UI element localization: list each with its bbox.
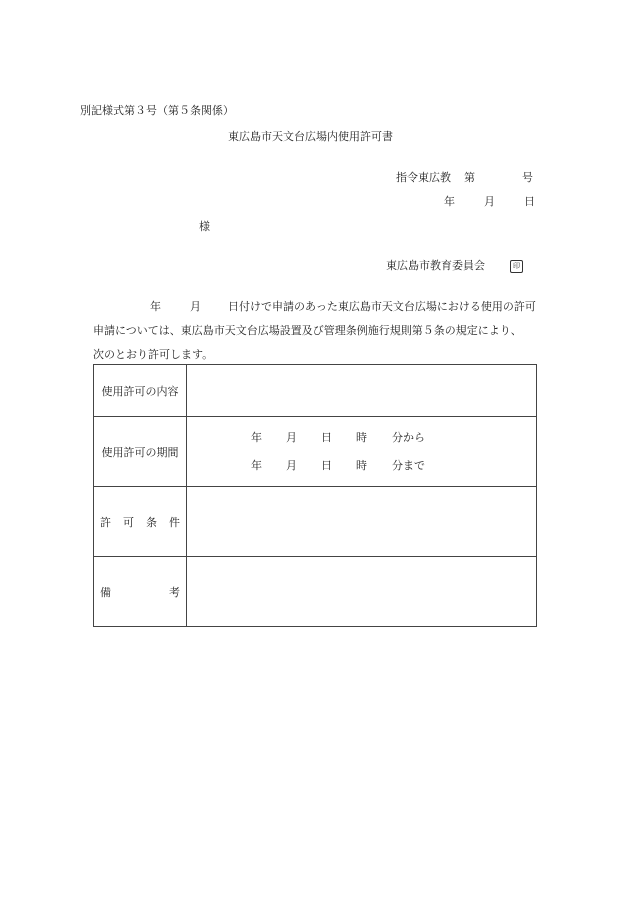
issue-date-year: 年 (444, 195, 455, 208)
doc-number-go: 号 (522, 171, 533, 184)
row-label-period: 使用許可の期間 (94, 417, 187, 487)
doc-number-prefix: 指令東広教 (396, 171, 451, 184)
period-to (251, 459, 536, 473)
period-from-day: 日 (321, 430, 332, 444)
period-to-year: 年 (251, 458, 262, 472)
form-header-label: 別記様式第３号（第５条関係） (80, 104, 234, 117)
table-row (94, 557, 537, 627)
body-line-1 (150, 300, 536, 314)
period-from-month: 月 (286, 430, 297, 444)
period-from-year: 年 (251, 430, 262, 444)
permit-table (93, 364, 537, 627)
period-from-hour: 時 (356, 430, 367, 444)
row-value-remarks (187, 557, 537, 627)
row-value-period (187, 417, 537, 487)
issue-date-month: 月 (484, 195, 495, 208)
body-year: 年 (150, 300, 161, 313)
issuer-seal: 印 (510, 260, 523, 273)
issue-date (444, 195, 535, 209)
issue-date-day: 日 (524, 195, 535, 208)
period-from-minute: 分から (392, 430, 425, 444)
body-line-1-text: 日付けで申請のあった東広島市天文台広場における使用の許可 (228, 300, 536, 313)
document-number (396, 171, 533, 185)
period-from (251, 431, 536, 445)
row-value-content (187, 365, 537, 417)
table-row (94, 365, 537, 417)
addressee-suffix: 様 (199, 220, 210, 233)
period-to-month: 月 (286, 458, 297, 472)
table-row (94, 417, 537, 487)
body-line-3: 次のとおり許可します。 (93, 348, 214, 361)
remarks-char-2: 考 (169, 585, 180, 599)
conditions-char-1: 許 (100, 515, 111, 529)
table-row (94, 487, 537, 557)
body-month: 月 (190, 300, 201, 313)
conditions-char-3: 条 (146, 515, 157, 529)
row-value-conditions (187, 487, 537, 557)
issuer (386, 259, 523, 273)
body-line-2: 申請については、東広島市天文台広場設置及び管理条例施行規則第５条の規定により、 (93, 324, 522, 337)
row-label-conditions (94, 487, 187, 557)
conditions-char-4: 件 (169, 515, 180, 529)
doc-number-dai: 第 (464, 171, 475, 184)
period-to-day: 日 (321, 458, 332, 472)
row-label-content: 使用許可の内容 (94, 365, 187, 417)
period-to-minute: 分まで (392, 458, 425, 472)
issuer-name: 東広島市教育委員会 (386, 259, 485, 272)
document-title: 東広島市天文台広場内使用許可書 (228, 130, 393, 143)
period-to-hour: 時 (356, 458, 367, 472)
remarks-char-1: 備 (100, 585, 111, 599)
row-label-remarks (94, 557, 187, 627)
conditions-char-2: 可 (123, 515, 134, 529)
